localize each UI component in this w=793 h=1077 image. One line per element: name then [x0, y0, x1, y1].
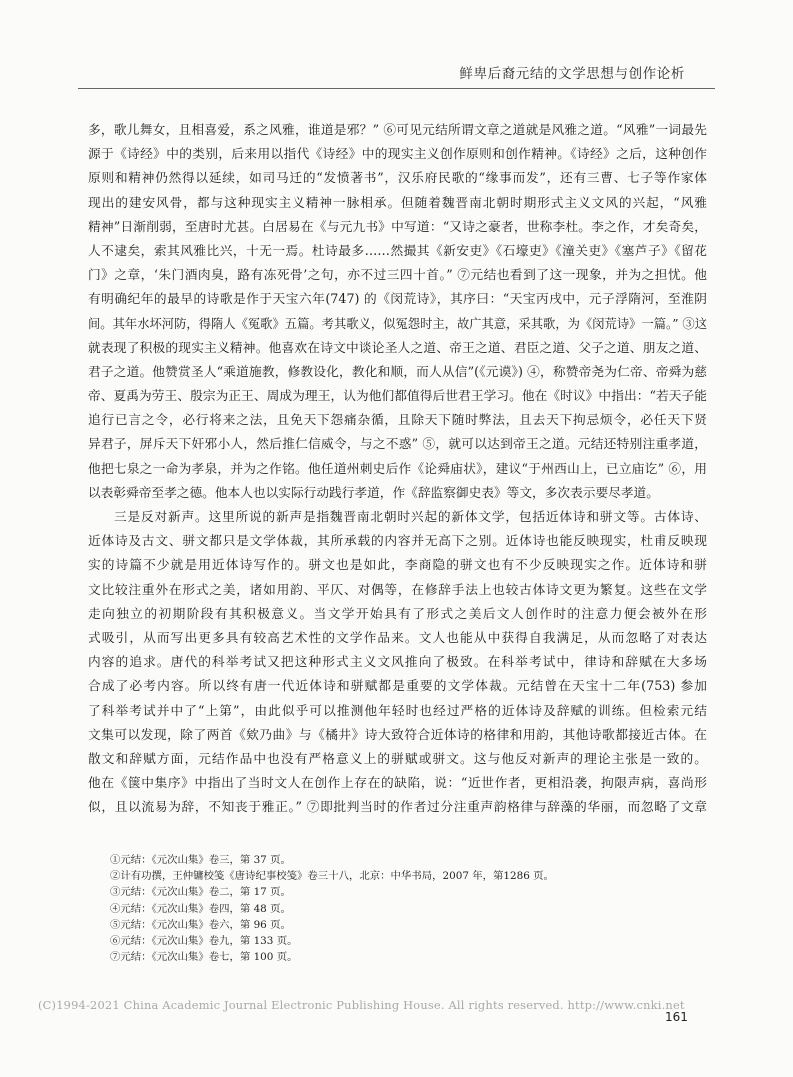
footnote: ①元结：《元次山集》卷三，第 37 页。	[110, 854, 291, 866]
body-line: 文比较注重外在形式之美，诸如用韵、平仄、对偶等，在修辞手法上也较古体诗文更为繁复。这些在文学	[88, 581, 707, 597]
body-line: 实的诗篇不少就是用近体诗写作的。骈文也是如此，李商隐的骈文也有不少反映现实之作。近体诗和骈	[88, 557, 707, 573]
body-line: 原则和精神仍然得以延续，如司马迁的“发愤著书”，汉乐府民歌的“缘事而发”，还有三曹、七子等作家体	[88, 170, 707, 186]
body-line: 式吸引，从而写出更多具有较高艺术性的文学作品来。文人也能从中获得自我满足，从而忽略了对表达	[88, 629, 707, 645]
header-rule	[78, 88, 715, 89]
paragraph-start-line: 三是反对新声。这里所说的新声是指魏晋南北朝时兴起的新体文学，包括近体诗和骈文等。古体诗、	[114, 509, 707, 524]
body-line: 精神”日渐削弱，至唐时尤甚。白居易在《与元九书》中写道：“又诗之豪者，世称李杜。李之作，才矣奇矣，	[88, 218, 707, 234]
body-line: 他把七泉之一命为孝泉，并为之作铭。他任道州刺史后作《论舜庙状》，建议“于州西山上，已立庙讫” ⑥，用	[88, 460, 707, 476]
body-line: 文集可以发现，除了两首《欸乃曲》与《橘井》诗大致符合近体诗的格律和用韵，其他诗歌都接近古体。在	[88, 726, 707, 742]
body-line: 人不逮矣，索其风雅比兴，十无一焉。杜诗最多……然撮其《新安吏》《石壕吏》《潼关吏》《塞芦子》《留花	[88, 242, 707, 258]
running-title: 鲜卑后裔元结的文学思想与创作论析	[459, 66, 685, 82]
body-line: 合成了必考内容。所以终有唐一代近体诗和骈赋都是重要的文学体裁。元结曾在天宝十二年(753) 参加	[88, 678, 707, 694]
body-line: 帝、夏禹为劳王、殷宗为正王、周成为理王，认为他们都值得后世君王学习。他在《时议》中指出：“若天子能	[88, 388, 707, 404]
copyright-watermark: (C)1994-2021 China Academic Journal Electronic Publishing House. All rights reserved. http://www.cnki.net	[38, 998, 685, 1012]
body-line: 走向独立的初期阶段有其积极意义。当文学开始具有了形式之美后文人创作时的注意力便会被外在形	[88, 605, 707, 621]
body-text	[88, 118, 707, 819]
body-line: 君子之道。他赞赏圣人“乘道施教，修教设化，教化和顺，而人从信”(《元谟》) ④，称赞帝尧为仁帝、帝舜为慈	[88, 363, 707, 379]
body-line: 追行已言之令，必行将来之法，且免天下怨痛杂循，且除天下随时弊法，且去天下拘忌烦令，必任天下贤	[88, 412, 707, 428]
footnote: ⑤元结：《元次山集》卷六，第 96 页。	[110, 918, 291, 931]
body-line: 了科举考试并中了“上第”，由此似乎可以推测他年轻时也经过严格的近体诗及辞赋的训练。但检索元结	[88, 702, 707, 718]
body-line: 就表现了积极的现实主义精神。他喜欢在诗文中谈论圣人之道、帝王之道、君臣之道、父子之道、朋友之道、	[88, 339, 707, 355]
footnotes	[110, 852, 670, 965]
body-line: 异君子，屏斥天下奸邪小人，然后推仁信威令，与之不惑” ⑤，就可以达到帝王之道。元结还特别注重孝道，	[88, 436, 707, 452]
body-line: 间。其年水坏河防，得隋人《冤歌》五篇。考其歌义，似冤怨时主，故广其意，采其歌，为《闵荒诗》一篇。” ③这	[88, 316, 707, 331]
body-line: 多，歌儿舞女，且相喜爱，系之风雅，谁道是邪？” ⑥可见元结所谓文章之道就是风雅之道。“风雅”一词最先	[88, 122, 707, 137]
body-line: 有明确纪年的最早的诗歌是作于天宝六年(747) 的《闵荒诗》，其序曰：“天宝丙戌中，元子浮隋河，至淮阴	[88, 291, 707, 307]
body-line: 似，且以流易为辞，不知丧于雅正。” ⑦即批判当时的作者过分注重声韵格律与辞藻的华丽，而忽略了文章	[88, 799, 707, 815]
body-line: 散文和辞赋方面，元结作品中也没有严格意义上的骈赋或骈文。这与他反对新声的理论主张是一致的。	[88, 750, 707, 766]
body-line: 内容的追求。唐代的科举考试又把这种形式主义文风推向了极致。在科举考试中，律诗和辞赋在大多场	[88, 654, 707, 670]
page-number: 161	[665, 1010, 688, 1024]
body-line: 以表彰舜帝至孝之德。他本人也以实际行动践行孝道，作《辞监察御史表》等文，多次表示要尽孝道。	[88, 484, 659, 500]
body-line: 近体诗及古文、骈文都只是文学体裁，其所承载的内容并无高下之别。近体诗也能反映现实，杜甫反映现	[88, 533, 707, 549]
footnote: ④元结：《元次山集》卷四，第 48 页。	[110, 902, 291, 915]
body-line: 他在《箧中集序》中指出了当时文人在创作上存在的缺陷，说：“近世作者，更相沿袭，拘限声病，喜尚形	[88, 775, 707, 791]
footnote: ②计有功撰，王仲镛校笺《唐诗纪事校笺》卷三十八，北京：中华书局，2007 年，第1286 页。	[110, 870, 554, 883]
body-line: 现出的建安风骨，都与这种现实主义精神一脉相承。但随着魏晋南北朝时期形式主义文风的兴起，“风雅	[88, 194, 707, 210]
body-line: 源于《诗经》中的类别，后来用以指代《诗经》中的现实主义创作原则和创作精神。《诗经》之后，这种创作	[88, 146, 707, 162]
footnote: ⑦元结：《元次山集》卷七，第 100 页。	[110, 951, 298, 964]
footnote: ③元结：《元次山集》卷二，第 17 页。	[110, 886, 291, 899]
footnote: ⑥元结：《元次山集》卷九，第 133 页。	[110, 934, 298, 947]
body-line: 门》之章，‘朱门酒肉臭，路有冻死骨’之句，亦不过三四十首。” ⑦元结也看到了这一现象，并为之担忧。他	[88, 267, 707, 283]
